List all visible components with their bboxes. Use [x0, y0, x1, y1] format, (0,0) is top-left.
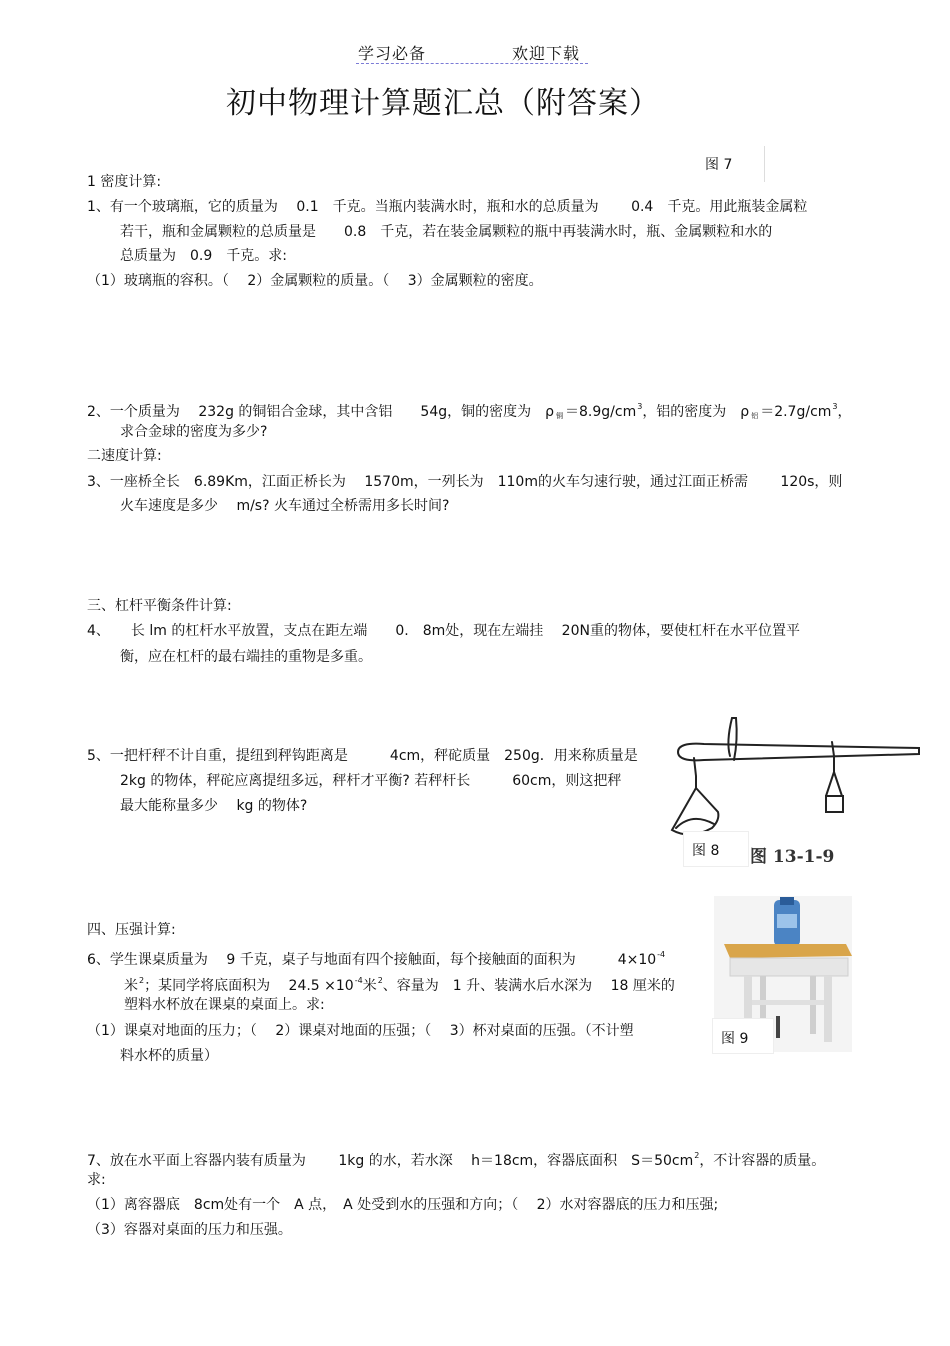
question-1-line-4: （1）玻璃瓶的容积。（ 2）金属颗粒的质量。（ 3）金属颗粒的密度。 [87, 273, 543, 289]
q6-text-d: 米 [362, 978, 377, 994]
page-title: 初中物理计算题汇总（附答案） [226, 86, 660, 121]
question-2-line-1 [87, 398, 852, 425]
q7-text-a: 7、放在水平面上容器内装有质量为 1kg 的水，若水深 h＝18cm，容器底面积 S＝50cm [87, 1153, 694, 1169]
steelyard-weight [826, 796, 843, 812]
desk-top [724, 944, 852, 958]
header-underline [356, 63, 588, 64]
q2-text-b: ＝8.9g/cm [565, 404, 637, 420]
q6-text-e: 、容量为 1 升、装满水后水深为 18 厘米的 [382, 978, 675, 994]
question-4-line-2: 衡，应在杠杆的最右端挂的重物是多重。 [120, 649, 372, 665]
section-density: 1 密度计算: [87, 174, 162, 190]
figure-9-label: 图 9 [721, 1031, 749, 1047]
question-2-line-2: 求合金球的密度为多少? [120, 424, 268, 440]
question-4-line-1: 4、 长 lm 的杠杆水平放置，支点在距左端 0. 8m处，现在左端挂 20N重的物体，要使杠杆在水平位置平 [87, 623, 800, 639]
question-6-line-1 [87, 946, 665, 969]
q2-exp-1: 3 [637, 402, 643, 411]
question-3-line-2: 火车速度是多少 m/s? 火车通过全桥需用多长时间? [120, 498, 450, 514]
q6-text-a: 6、学生课桌质量为 9 千克，桌子与地面有四个接触面，每个接触面的面积为 4×10 [87, 952, 657, 968]
desk-handle [776, 1016, 780, 1038]
water-bottle-cap [780, 897, 794, 905]
q6-exp-b: 2 [139, 976, 145, 985]
q6-exp-c: -4 [354, 976, 363, 985]
q6-exp-a: -4 [657, 950, 666, 959]
q2-sub-aluminum: 铝 [751, 412, 759, 420]
section-pressure: 四、压强计算: [87, 922, 176, 938]
question-6-line-4: （1）课桌对地面的压力；（ 2）课桌对地面的压强；（ 3）杯对桌面的压强。（不计塑 [87, 1023, 634, 1039]
q7-exp: 2 [694, 1151, 700, 1160]
q7-text-b: ，不计容器的质量。 [699, 1153, 826, 1169]
q6-text-b: 米 [124, 978, 138, 994]
question-3-line-1: 3、一座桥全长 6.89Km，江面正桥长为 1570m，一列长为 110m的火车匀速行驶，通过江面正桥需 120s，则 [87, 474, 843, 490]
q2-text-c: ，铝的密度为 ρ [642, 404, 750, 420]
q2-sub-copper: 铜 [556, 412, 564, 420]
question-5-line-2: 2kg 的物体，秤砣应离提纽多远，秤杆才平衡? 若秤杆长 60cm，则这把秤 [120, 773, 622, 789]
question-1-line-3: 总质量为 0.9 千克。求: [120, 248, 287, 264]
figure-8-printed-label: 图 13-1-9 [750, 847, 835, 867]
desk-leg-right [824, 976, 832, 1042]
desk-drawer [730, 958, 848, 976]
header-right: 欢迎下载 [512, 44, 581, 63]
figure-7-label: 图 7 [705, 157, 733, 173]
question-6-line-5: 料水杯的质量） [120, 1048, 218, 1064]
q2-exp-2: 3 [832, 402, 838, 411]
question-7-line-4: （3）容器对桌面的压力和压强。 [87, 1222, 292, 1238]
figure-8-label: 图 8 [692, 843, 720, 859]
q6-exp-d: 2 [377, 976, 383, 985]
q2-text-e: ， [837, 404, 852, 420]
question-6-line-3: 塑料水杯放在课桌的桌面上。求: [124, 997, 325, 1013]
question-5-line-1: 5、一把杆秤不计自重，提纽到秤钩距离是 4cm，秤砣质量 250g．用来称质量是 [87, 748, 638, 764]
question-6-line-2 [124, 972, 675, 995]
question-7-line-3: （1）离容器底 8cm处有一个 A 点， A 处受到水的压强和方向；（ 2）水对容器底的压力和压强; [87, 1197, 719, 1213]
q2-text-a: 2、一个质量为 232g 的铜铝合金球，其中含铝 54g，铜的密度为 ρ [87, 404, 555, 420]
steelyard-drawing [672, 718, 919, 835]
header-left: 学习必备 [358, 44, 427, 63]
section-lever: 三、杠杆平衡条件计算: [87, 598, 232, 614]
section-speed: 二速度计算: [87, 448, 162, 464]
question-1-line-1: 1、有一个玻璃瓶，它的质量为 0.1 千克。当瓶内装满水时，瓶和水的总质量为 0.4 千克。用此瓶装金属粒 [87, 199, 808, 215]
figure-7-divider [764, 146, 765, 182]
desk-crossbar [752, 1000, 824, 1005]
q6-text-c: ；某同学将底面积为 24.5 ×10 [144, 978, 354, 994]
question-5-line-3: 最大能称量多少 kg 的物体? [120, 798, 308, 814]
q2-text-d: ＝2.7g/cm [760, 404, 832, 420]
water-bottle-label [777, 914, 797, 928]
question-1-line-2: 若干，瓶和金属颗粒的总质量是 0.8 千克，若在装金属颗粒的瓶中再装满水时，瓶、金属颗粒和水的 [120, 224, 773, 240]
question-7-line-2: 求: [87, 1172, 106, 1188]
question-7-line-1 [87, 1147, 825, 1170]
